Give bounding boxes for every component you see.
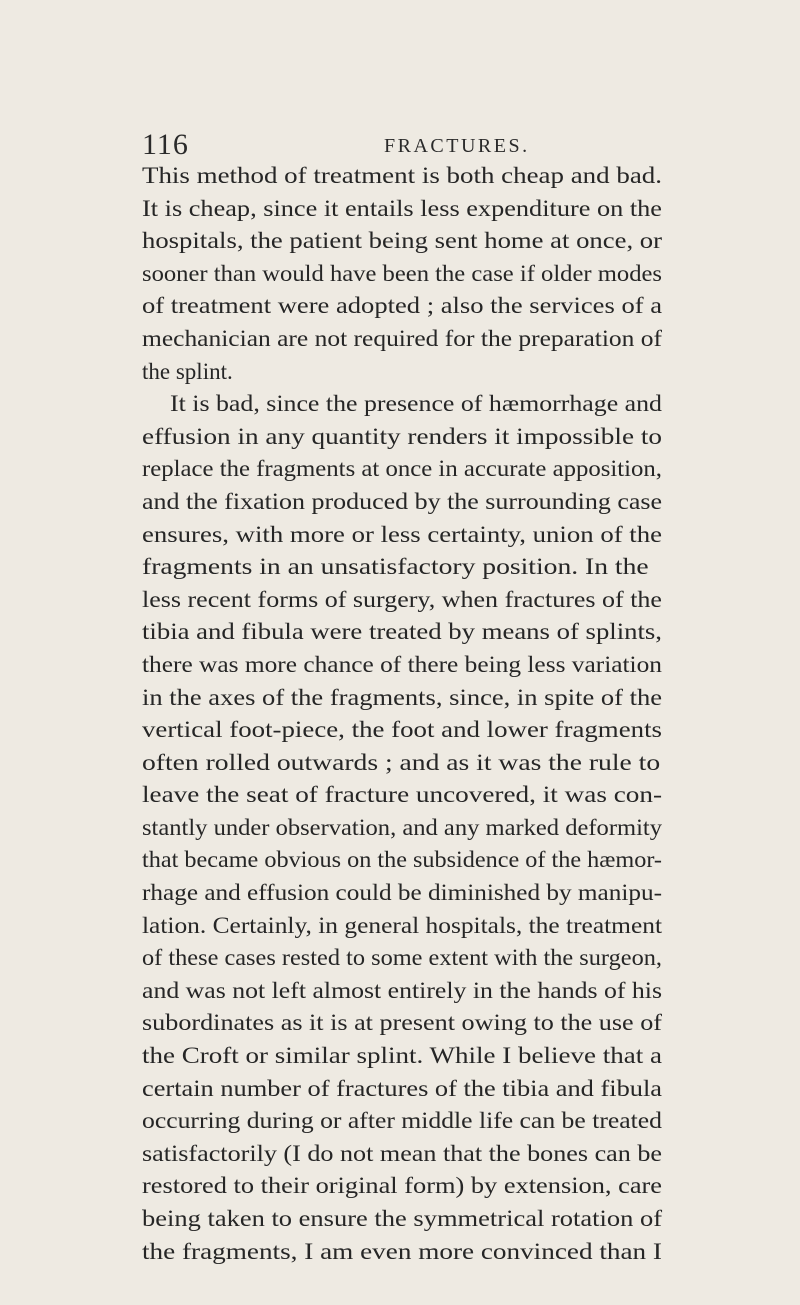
text-line: rhage and effusion could be diminished by manipu- [142, 880, 662, 906]
text-line: hospitals, the patient being sent home at once, or [142, 228, 662, 254]
text-line: vertical foot-piece, the foot and lower fragments [142, 717, 662, 743]
text-line: replace the fragments at once in accurate apposition, [142, 456, 663, 482]
text-line: sooner than would have been the case if older modes [142, 260, 663, 286]
text-line: being taken to ensure the symmetrical rotation of [142, 1206, 663, 1231]
text-line: the Croft or similar splint. While I believe that a [142, 1043, 663, 1069]
text-line: occurring during or after middle life can be treated [142, 1108, 662, 1134]
text-line: the splint. [142, 358, 233, 384]
running-head: FRACTURES. [384, 135, 530, 157]
text-line: fragments in an unsatisfactory position. In the [142, 554, 649, 580]
text-line: It is cheap, since it entails less expenditure on the [142, 195, 662, 221]
text-line: It is bad, since the presence of hæmorrhage and [170, 391, 662, 417]
text-line: less recent forms of surgery, when fractures of the [142, 586, 662, 612]
text-line: often rolled outwards ; and as it was the rule to [142, 749, 661, 775]
text-line: restored to their original form) by extension, care [142, 1173, 663, 1199]
text-line: satisfactorily (I do not mean that the bones can be [142, 1140, 662, 1166]
text-line: and was not left almost entirely in the hands of his [142, 977, 663, 1003]
text-line: effusion in any quantity renders it impossible to [142, 423, 663, 449]
text-line: leave the seat of fracture uncovered, it was con- [142, 782, 663, 808]
text-line: tibia and fibula were treated by means of splints, [142, 619, 662, 645]
text-line: stantly under observation, and any marked deformity [142, 814, 662, 840]
text-line: there was more chance of there being less variation [142, 651, 662, 677]
text-line: the fragments, I am even more convinced than I [142, 1238, 662, 1264]
text-line: ensures, with more or less certainty, union of the [142, 521, 663, 547]
text-line: in the axes of the fragments, since, in spite of the [142, 684, 663, 710]
text-line: that became obvious on the subsidence of the hæmor- [142, 847, 663, 873]
text-line: mechanician are not required for the preparation of [142, 325, 663, 351]
text-line: certain number of fractures of the tibia and fibula [142, 1075, 662, 1101]
page-number: 116 [142, 128, 189, 161]
text-line: of treatment were adopted ; also the services of a [142, 293, 663, 319]
text-line: of these cases rested to some extent with the surgeon, [142, 945, 662, 971]
text-line: subordinates as it is at present owing to the use of [142, 1010, 662, 1036]
text-line: and the fixation produced by the surrounding case [142, 488, 663, 514]
body-text [0, 160, 800, 1268]
text-line: This method of treatment is both cheap and bad. [142, 163, 663, 188]
text-line: lation. Certainly, in general hospitals, the treatment [142, 912, 663, 938]
